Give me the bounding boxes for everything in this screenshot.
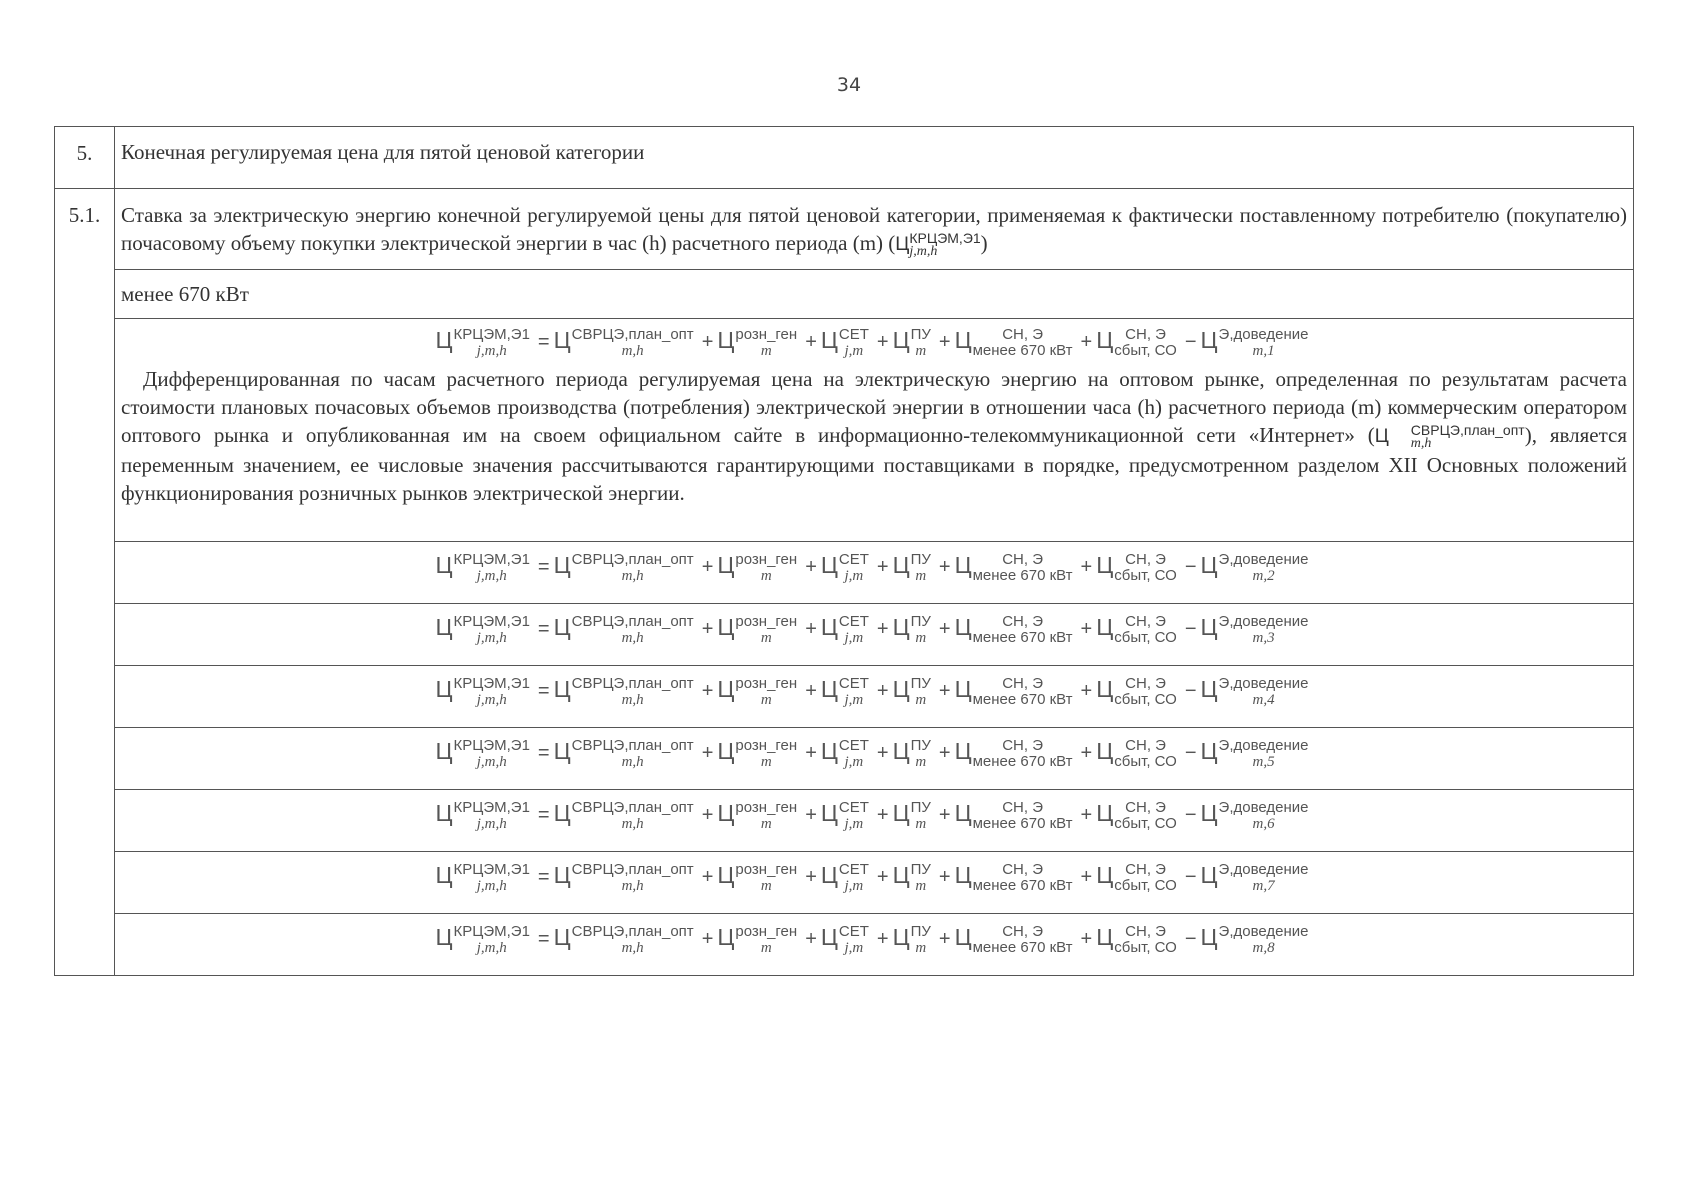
formula-term: Ц СЕТ j,m (820, 737, 869, 770)
formula-8: Ц КРЦЭМ,Э1 j,m,h = Ц СВРЦЭ,план_опт m,h + Ц розн_ген m + Ц СЕТ j,m + Ц ПУ m + Ц СН, Э менее 670 кВт + Ц СН, Э сбыт, СО − Ц Э,доведение m,8 (115, 914, 1633, 956)
formula-term: Ц СН, Э менее 670 кВт (954, 551, 1073, 584)
formula-term: Ц КРЦЭМ,Э1 j,m,h (435, 551, 530, 584)
formula-term: Ц КРЦЭМ,Э1 j,m,h (435, 613, 530, 646)
formula-term: Ц розн_ген m (717, 799, 798, 832)
formula-term: Ц СН, Э сбыт, СО (1096, 613, 1177, 646)
formula-term: Ц розн_ген m (717, 923, 798, 956)
formula-term: Ц СН, Э менее 670 кВт (954, 675, 1073, 708)
section-5-1-row (55, 189, 1634, 270)
formula-row-2 (55, 542, 1634, 604)
formula-term: Ц СЕТ j,m (820, 923, 869, 956)
formula-term: Ц Э,доведение m,4 (1200, 675, 1309, 708)
formula-row-7 (55, 852, 1634, 914)
formula-term: Ц СВРЦЭ,план_опт m,h (553, 551, 694, 584)
formula-term: Ц СЕТ j,m (820, 675, 869, 708)
formula-term: Ц КРЦЭМ,Э1 j,m,h (435, 861, 530, 894)
formula-term: Ц СВРЦЭ,план_опт m,h (553, 737, 694, 770)
formula-term: Ц розн_ген m (717, 551, 798, 584)
formula-term: Ц КРЦЭМ,Э1 j,m,h (435, 799, 530, 832)
formula-term: Ц ПУ m (892, 923, 931, 956)
paragraph-symbol: Ц СВРЦЭ,план_опт m,h (1374, 421, 1525, 451)
formula-term: Ц СН, Э сбыт, СО (1096, 799, 1177, 832)
formula-term: Ц Э,доведение m,1 (1200, 326, 1309, 359)
formula-term: Ц СВРЦЭ,план_опт m,h (553, 923, 694, 956)
formula-term: Ц КРЦЭМ,Э1 j,m,h (435, 737, 530, 770)
formula-term: Ц ПУ m (892, 675, 931, 708)
formula-row-3 (55, 604, 1634, 666)
formula-term: Ц Э,доведение m,6 (1200, 799, 1309, 832)
formula-2: Ц КРЦЭМ,Э1 j,m,h = Ц СВРЦЭ,план_опт m,h + Ц розн_ген m + Ц СЕТ j,m + Ц ПУ m + Ц СН, Э менее 670 кВт + Ц СН, Э сбыт, СО − Ц Э,доведение m,2 (115, 542, 1633, 584)
formula-term: Ц СН, Э сбыт, СО (1096, 861, 1177, 894)
formula-1: Ц КРЦЭМ,Э1 j,m,h = Ц СВРЦЭ,план_опт m,h + Ц розн_ген m + Ц СЕТ j,m + Ц ПУ m + Ц СН, Э менее 670 кВт + Ц СН, Э сбыт, СО − Ц Э,доведение m,1 (115, 319, 1633, 361)
formula-term: Ц СВРЦЭ,план_опт m,h (553, 326, 694, 359)
section-5-number: 5. (55, 127, 115, 189)
formula-term: Ц КРЦЭМ,Э1 j,m,h (435, 923, 530, 956)
section-5-1-description-cell (115, 189, 1634, 270)
formula-term: Ц розн_ген m (717, 613, 798, 646)
formula-term: Ц СЕТ j,m (820, 613, 869, 646)
formula-term: Ц СН, Э сбыт, СО (1096, 923, 1177, 956)
formula-row-5 (55, 728, 1634, 790)
formula-term: Ц розн_ген m (717, 737, 798, 770)
formula-term: Ц СЕТ j,m (820, 551, 869, 584)
formula-term: Ц СВРЦЭ,план_опт m,h (553, 861, 694, 894)
description-symbol: Ц КРЦЭМ,Э1 j,m,h (895, 229, 981, 259)
formula-3: Ц КРЦЭМ,Э1 j,m,h = Ц СВРЦЭ,план_опт m,h + Ц розн_ген m + Ц СЕТ j,m + Ц ПУ m + Ц СН, Э менее 670 кВт + Ц СН, Э сбыт, СО − Ц Э,доведение m,3 (115, 604, 1633, 646)
description-text: Ставка за электрическую энергию конечной регулируемой цены для пятой ценовой категории, применяемая к фактически поставленному потребителю (покупателю) почасовому объему покупки электрической энергии в час (h) расчетного периода (m) ( (121, 203, 1627, 255)
section-5-1-description: Ставка за электрическую энергию конечной регулируемой цены для пятой ценовой категории, применяемая к фактически поставленному потребителю (покупателю) почасовому объему покупки электрической энергии в час (h) расчетного периода (m) (Ц КРЦЭМ,Э1 j,m,h ) (121, 203, 1627, 259)
formula-row-6 (55, 790, 1634, 852)
formula-term: Ц СН, Э менее 670 кВт (954, 613, 1073, 646)
power-level-row (55, 270, 1634, 319)
formula-paragraph-cell (115, 319, 1634, 542)
formula-term: Ц ПУ m (892, 737, 931, 770)
formula-term: Ц СЕТ j,m (820, 799, 869, 832)
formula-term: Ц СН, Э менее 670 кВт (954, 861, 1073, 894)
formula-term: Ц СН, Э менее 670 кВт (954, 326, 1073, 359)
formula-term: Ц СН, Э менее 670 кВт (954, 923, 1073, 956)
formula-term: Ц ПУ m (892, 799, 931, 832)
formula-row-4 (55, 666, 1634, 728)
formula-term: Ц ПУ m (892, 326, 931, 359)
formula-term: Ц розн_ген m (717, 675, 798, 708)
formula-term: Ц Э,доведение m,7 (1200, 861, 1309, 894)
formula-5: Ц КРЦЭМ,Э1 j,m,h = Ц СВРЦЭ,план_опт m,h + Ц розн_ген m + Ц СЕТ j,m + Ц ПУ m + Ц СН, Э менее 670 кВт + Ц СН, Э сбыт, СО − Ц Э,доведение m,5 (115, 728, 1633, 770)
formula-term: Ц КРЦЭМ,Э1 j,m,h (435, 675, 530, 708)
formula-term: Ц СН, Э сбыт, СО (1096, 551, 1177, 584)
formula-term: Ц Э,доведение m,3 (1200, 613, 1309, 646)
formula-term: Ц СН, Э сбыт, СО (1096, 675, 1177, 708)
formula-term: Ц ПУ m (892, 613, 931, 646)
page-number: 34 (836, 74, 862, 96)
formula-term: Ц СН, Э сбыт, СО (1096, 326, 1177, 359)
formula-term: Ц СВРЦЭ,план_опт m,h (553, 799, 694, 832)
formula-6: Ц КРЦЭМ,Э1 j,m,h = Ц СВРЦЭ,план_опт m,h + Ц розн_ген m + Ц СЕТ j,m + Ц ПУ m + Ц СН, Э менее 670 кВт + Ц СН, Э сбыт, СО − Ц Э,доведение m,6 (115, 790, 1633, 832)
formula-4: Ц КРЦЭМ,Э1 j,m,h = Ц СВРЦЭ,план_опт m,h + Ц розн_ген m + Ц СЕТ j,m + Ц ПУ m + Ц СН, Э менее 670 кВт + Ц СН, Э сбыт, СО − Ц Э,доведение m,4 (115, 666, 1633, 708)
formula-term: Ц СЕТ j,m (820, 861, 869, 894)
section-5-1-number: 5.1. (55, 189, 115, 976)
formula-term: Ц розн_ген m (717, 861, 798, 894)
power-level-label: менее 670 кВт (121, 282, 249, 306)
formula-paragraph-row (55, 319, 1634, 542)
formula-term: Ц СВРЦЭ,план_опт m,h (553, 675, 694, 708)
formula-term: Ц СН, Э сбыт, СО (1096, 737, 1177, 770)
formula-row-8 (55, 914, 1634, 976)
formula-term: Ц КРЦЭМ,Э1 j,m,h (435, 326, 530, 359)
tariff-table (54, 126, 1634, 976)
formula-term: Ц СН, Э менее 670 кВт (954, 799, 1073, 832)
formula-term: Ц СЕТ j,m (820, 326, 869, 359)
formula-term: Ц СВРЦЭ,план_опт m,h (553, 613, 694, 646)
explanation-paragraph: Дифференцированная по часам расчетного периода регулируемая цена на электрическую энергию на оптовом рынке, определенная по результатам расчета стоимости плановых почасовых объемов производства (потребления) электрической энергии в отношении часа (h) расчетного периода (m) коммерческим оператором оптового рынка и опубликованная им на своем официальном сайте в информационно-телекоммуникационной сети «Интернет» (Ц СВРЦЭ,план_опт m,h ), является переменным значением, ее числовые значения рассчитываются гарантирующими поставщиками в порядке, предусмотренном разделом XII Основных положений функционирования розничных рынков электрической энергии. (121, 367, 1628, 505)
power-level-cell (115, 270, 1634, 319)
formula-term: Ц Э,доведение m,2 (1200, 551, 1309, 584)
formula-term: Ц розн_ген m (717, 326, 798, 359)
formula-7: Ц КРЦЭМ,Э1 j,m,h = Ц СВРЦЭ,план_опт m,h + Ц розн_ген m + Ц СЕТ j,m + Ц ПУ m + Ц СН, Э менее 670 кВт + Ц СН, Э сбыт, СО − Ц Э,доведение m,7 (115, 852, 1633, 894)
formula-term: Ц Э,доведение m,8 (1200, 923, 1309, 956)
formula-term: Ц ПУ m (892, 551, 931, 584)
formula-term: Ц СН, Э менее 670 кВт (954, 737, 1073, 770)
formula-term: Ц Э,доведение m,5 (1200, 737, 1309, 770)
section-5-title: Конечная регулируемая цена для пятой ценовой категории (121, 140, 645, 164)
section-5-row (55, 127, 1634, 189)
section-5-title-cell (115, 127, 1634, 189)
formula-term: Ц ПУ m (892, 861, 931, 894)
